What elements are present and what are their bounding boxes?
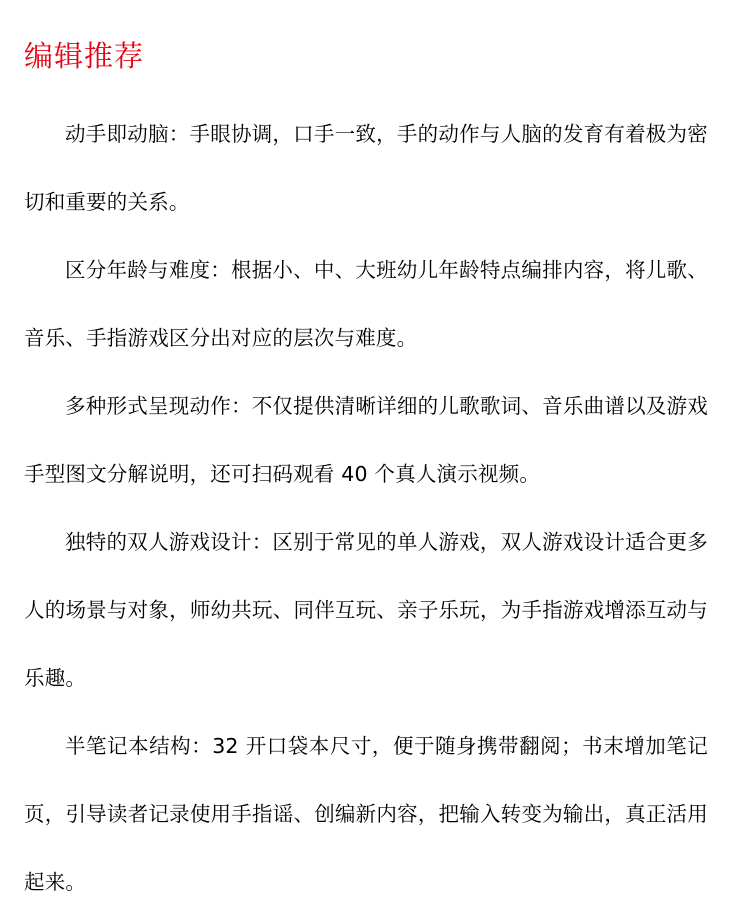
recommendation-body (24, 100, 708, 916)
paragraph-notebook-structure: 半笔记本结构：32 开口袋本尺寸，便于随身携带翻阅；书末增加笔记页，引导读者记录使用手指谣、创编新内容，把输入转变为输出，真正活用起来。 (24, 734, 708, 894)
paragraph-two-player-design: 独特的双人游戏设计：区别于常见的单人游戏，双人游戏设计适合更多人的场景与对象，师幼共玩、同伴互玩、亲子乐玩，为手指游戏增添互动与乐趣。 (24, 530, 708, 690)
paragraph-hands-on: 动手即动脑：手眼协调，口手一致，手的动作与人脑的发育有着极为密切和重要的关系。 (24, 122, 708, 214)
paragraph-presentation-forms: 多种形式呈现动作：不仅提供清晰详细的儿歌歌词、音乐曲谱以及游戏手型图文分解说明，还可扫码观看 40 个真人演示视频。 (24, 394, 708, 486)
section-title: 编辑推荐 (24, 39, 145, 73)
paragraph-age-difficulty: 区分年龄与难度：根据小、中、大班幼儿年龄特点编排内容，将儿歌、音乐、手指游戏区分出对应的层次与难度。 (24, 258, 708, 350)
